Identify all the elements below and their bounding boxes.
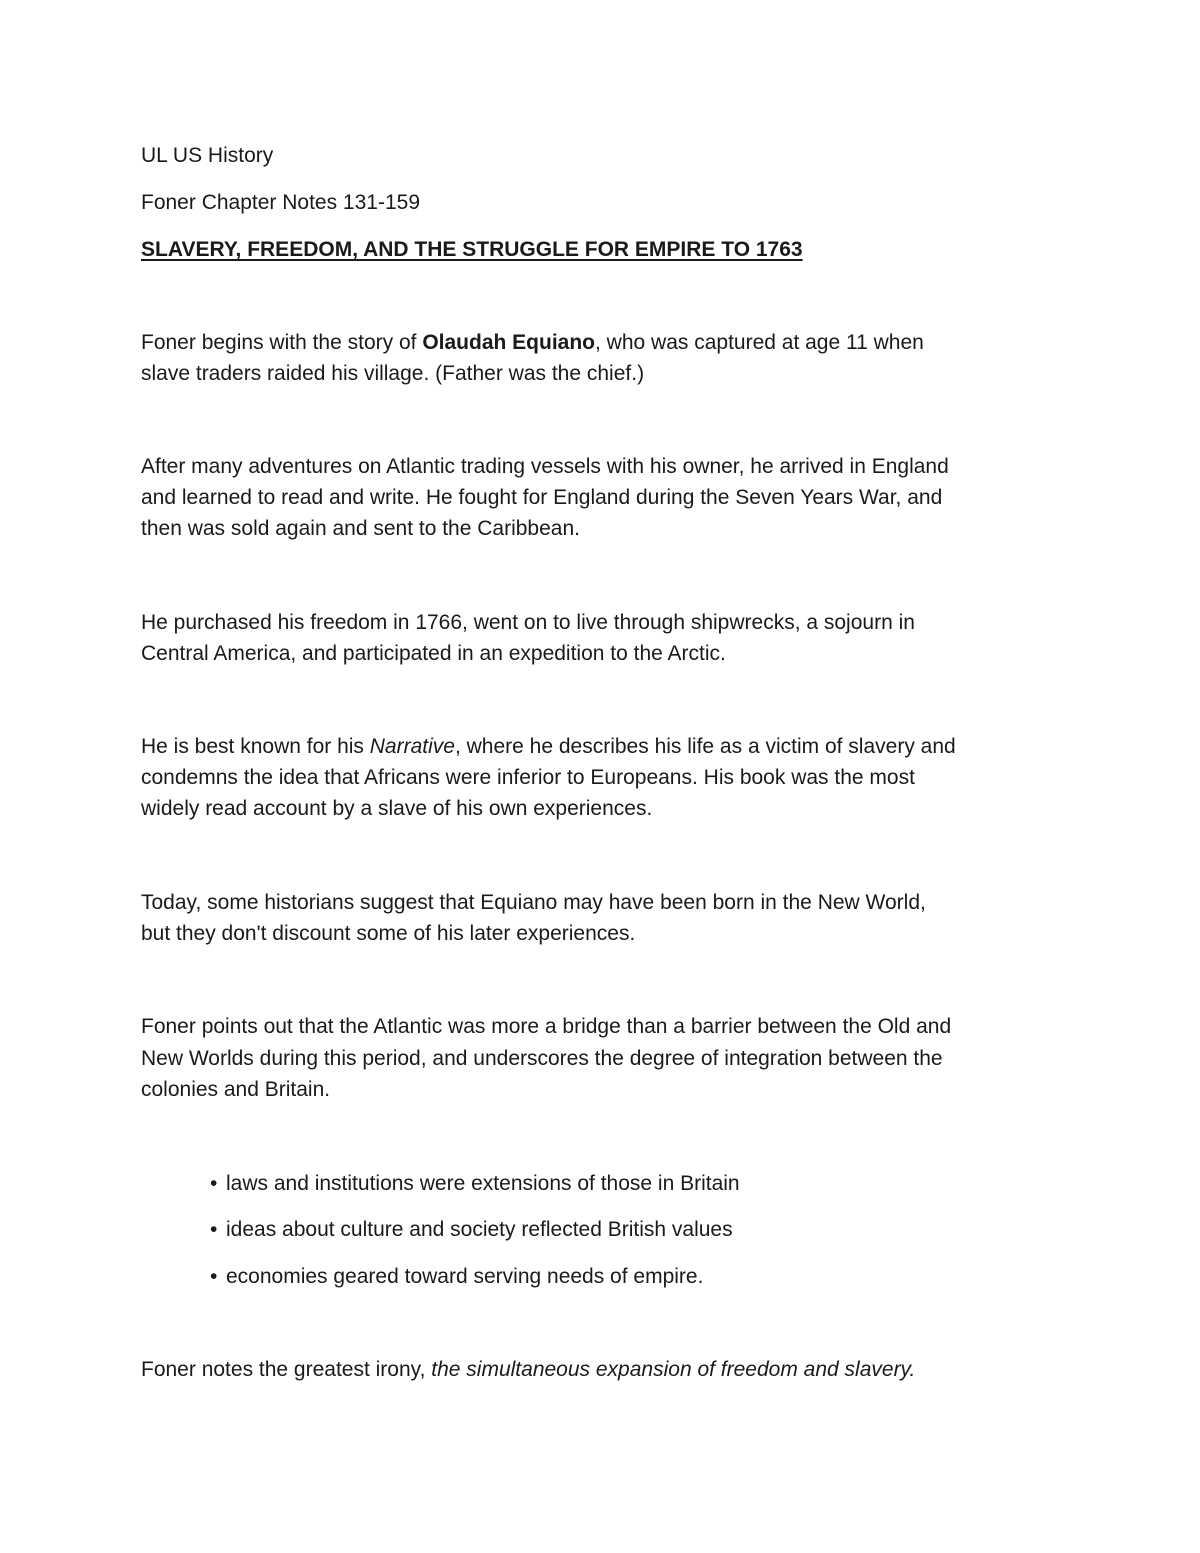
text-run: He is best known for his [141, 735, 370, 758]
bullet-icon: • [210, 1265, 218, 1288]
paragraph-4-line-2: condemns the idea that Africans were inferior to Europeans. His book was the most [141, 766, 915, 789]
paragraph-1-line-1 [141, 327, 924, 358]
book-title-narrative: Narrative [369, 735, 455, 758]
name-equiano: Olaudah Equiano [422, 331, 595, 354]
paragraph-6-line-3: colonies and Britain. [141, 1078, 331, 1101]
paragraph-5-line-2: but they don't discount some of his later experiences. [141, 922, 636, 945]
irony-phrase: the simultaneous expansion of freedom and slavery. [431, 1358, 916, 1381]
list-item-text: laws and institutions were extensions of those in Britain [226, 1172, 740, 1195]
paragraph-3-line-1: He purchased his freedom in 1766, went on to live through shipwrecks, a sojourn in [141, 611, 915, 634]
bullet-icon: • [210, 1218, 218, 1241]
paragraph-1-line-2: slave traders raided his village. (Father was the chief.) [141, 362, 645, 385]
list-item [210, 1261, 703, 1292]
text-run: Foner begins with the story of [141, 331, 423, 354]
list-item [210, 1168, 740, 1199]
list-item [210, 1214, 733, 1245]
list-item-text: ideas about culture and society reflected British values [226, 1218, 733, 1241]
page-title: SLAVERY, FREEDOM, AND THE STRUGGLE FOR EMPIRE TO 1763 [141, 238, 803, 261]
text-run: , who was captured at age 11 when [595, 331, 924, 354]
paragraph-2-line-3: then was sold again and sent to the Caribbean. [141, 517, 580, 540]
paragraph-2-line-1: After many adventures on Atlantic trading vessels with his owner, he arrived in England [141, 455, 949, 478]
text-run: , where he describes his life as a victim of slavery and [454, 735, 956, 758]
list-item-text: economies geared toward serving needs of empire. [226, 1265, 704, 1288]
paragraph-2-line-2: and learned to read and write. He fought for England during the Seven Years War, and [141, 486, 943, 509]
paragraph-5-line-1: Today, some historians suggest that Equiano may have been born in the New World, [141, 891, 926, 914]
notes-subtitle: Foner Chapter Notes 131-159 [141, 191, 420, 214]
paragraph-4-line-1 [141, 731, 956, 762]
paragraph-3-line-2: Central America, and participated in an expedition to the Arctic. [141, 642, 726, 665]
bullet-icon: • [210, 1172, 218, 1195]
course-name: UL US History [141, 144, 274, 167]
paragraph-4-line-3: widely read account by a slave of his own experiences. [141, 797, 653, 820]
paragraph-6-line-2: New Worlds during this period, and underscores the degree of integration between the [141, 1047, 943, 1070]
paragraph-7-line-1 [141, 1354, 915, 1385]
text-run: Foner notes the greatest irony, [141, 1358, 432, 1381]
paragraph-6-line-1: Foner points out that the Atlantic was more a bridge than a barrier between the Old and [141, 1015, 952, 1038]
